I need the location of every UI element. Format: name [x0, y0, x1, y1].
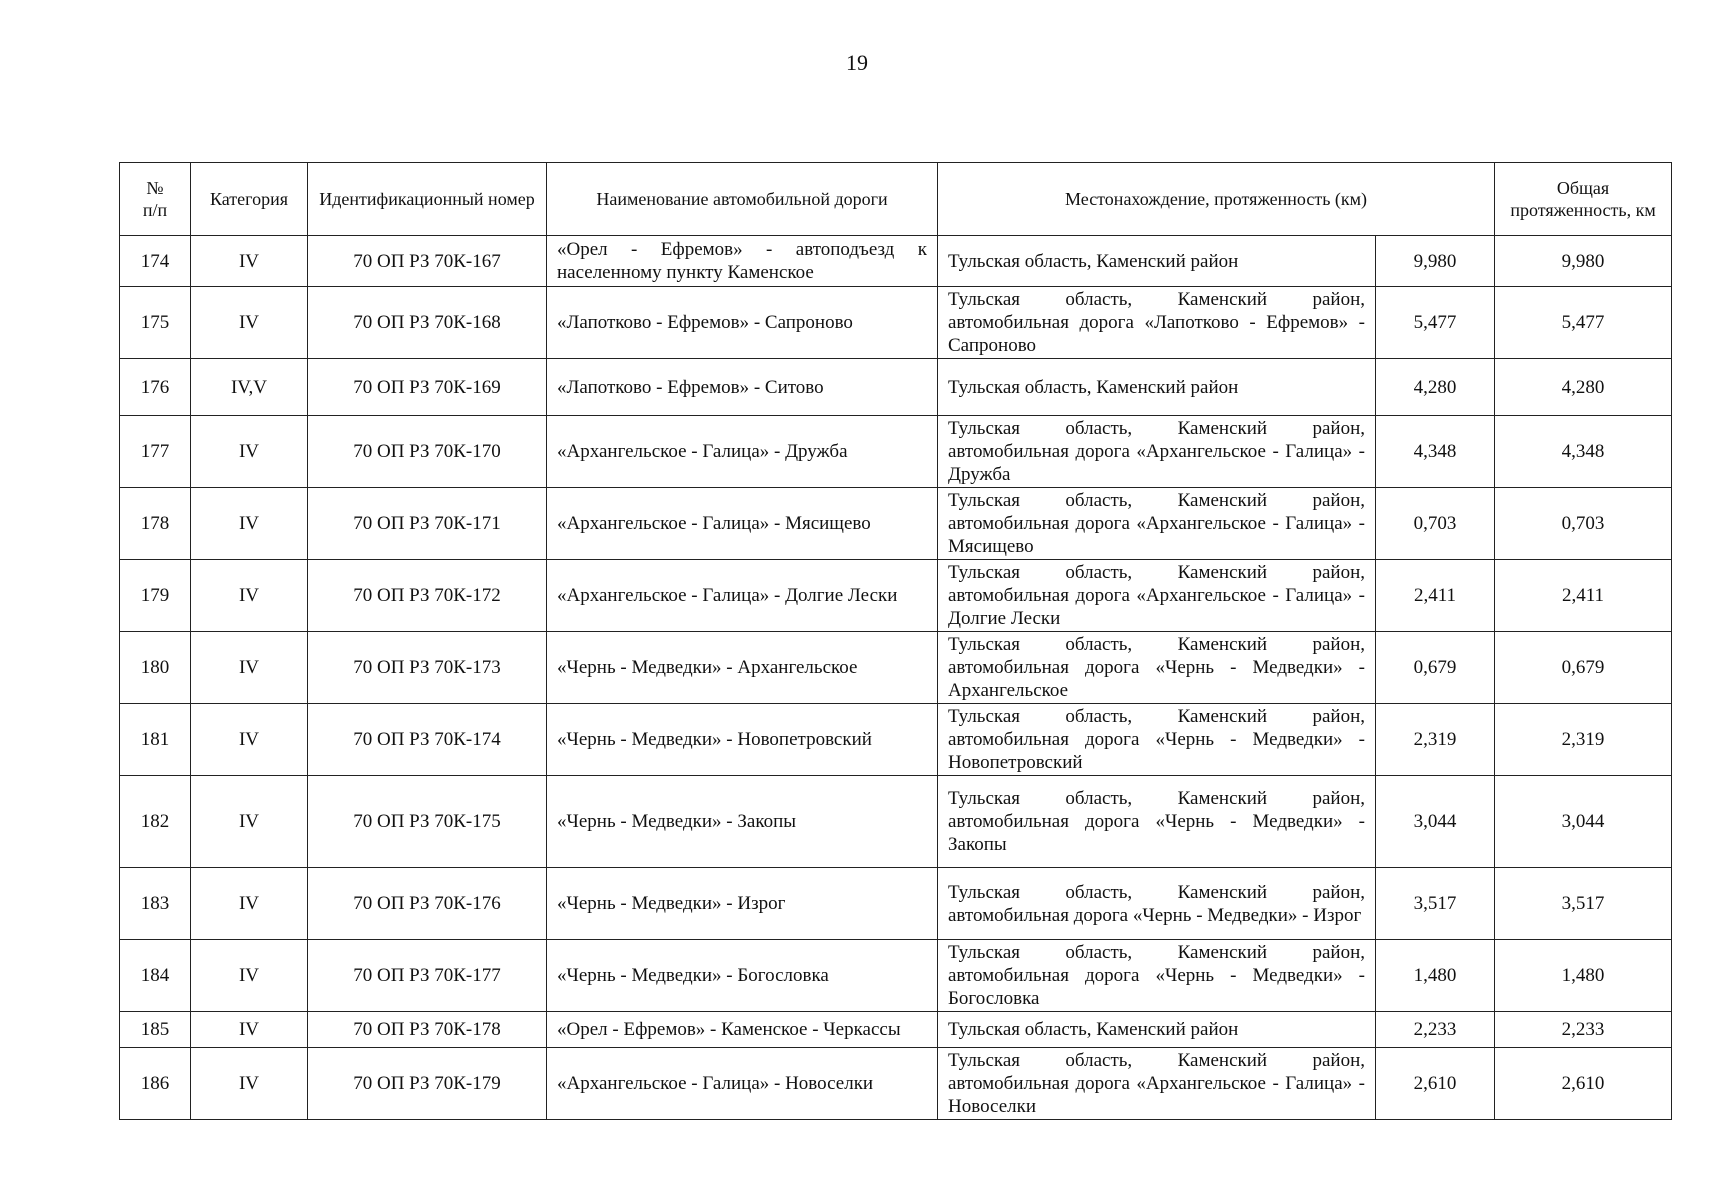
row-total-length: 3,517: [1495, 868, 1672, 940]
row-location: Тульская область, Каменский район, автомобильная дорога «Чернь - Медведки» - Богословка: [938, 940, 1376, 1012]
row-id-number: 70 ОП РЗ 70К-170: [308, 416, 547, 488]
row-road-name: «Архангельское - Галица» - Дружба: [547, 416, 938, 488]
row-category: IV: [191, 488, 308, 560]
table-row: [120, 287, 1672, 359]
row-location: Тульская область, Каменский район: [938, 1012, 1376, 1048]
row-number: 176: [120, 359, 191, 416]
row-number: 179: [120, 560, 191, 632]
row-length: 3,044: [1376, 776, 1495, 868]
header-row: [120, 163, 1672, 236]
row-id-number: 70 ОП РЗ 70К-175: [308, 776, 547, 868]
table-row: [120, 236, 1672, 287]
row-location: Тульская область, Каменский район, автомобильная дорога «Чернь - Медведки» - Изрог: [938, 868, 1376, 940]
row-length: 9,980: [1376, 236, 1495, 287]
row-number: 180: [120, 632, 191, 704]
row-total-length: 0,703: [1495, 488, 1672, 560]
row-id-number: 70 ОП РЗ 70К-169: [308, 359, 547, 416]
header-num: № п/п: [120, 163, 191, 236]
row-id-number: 70 ОП РЗ 70К-171: [308, 488, 547, 560]
row-category: IV: [191, 940, 308, 1012]
row-category: IV: [191, 287, 308, 359]
row-category: IV: [191, 236, 308, 287]
row-number: 178: [120, 488, 191, 560]
row-id-number: 70 ОП РЗ 70К-172: [308, 560, 547, 632]
row-id-number: 70 ОП РЗ 70К-176: [308, 868, 547, 940]
table-body: [120, 236, 1672, 1120]
row-category: IV: [191, 1012, 308, 1048]
row-location: Тульская область, Каменский район, автомобильная дорога «Архангельское - Галица» - Долгие Лески: [938, 560, 1376, 632]
row-id-number: 70 ОП РЗ 70К-178: [308, 1012, 547, 1048]
row-id-number: 70 ОП РЗ 70К-167: [308, 236, 547, 287]
row-total-length: 2,610: [1495, 1048, 1672, 1120]
row-id-number: 70 ОП РЗ 70К-177: [308, 940, 547, 1012]
row-road-name: «Лапотково - Ефремов» - Сапроново: [547, 287, 938, 359]
row-road-name: «Чернь - Медведки» - Изрог: [547, 868, 938, 940]
row-road-name: «Орел - Ефремов» - автоподъезд к населенному пункту Каменское: [547, 236, 938, 287]
row-length: 2,319: [1376, 704, 1495, 776]
table-row: [120, 776, 1672, 868]
row-total-length: 5,477: [1495, 287, 1672, 359]
row-total-length: 4,348: [1495, 416, 1672, 488]
table-row: [120, 1012, 1672, 1048]
row-location: Тульская область, Каменский район: [938, 359, 1376, 416]
row-number: 186: [120, 1048, 191, 1120]
row-road-name: «Орел - Ефремов» - Каменское - Черкассы: [547, 1012, 938, 1048]
row-number: 184: [120, 940, 191, 1012]
row-total-length: 2,319: [1495, 704, 1672, 776]
row-location: Тульская область, Каменский район, автомобильная дорога «Архангельское - Галица» - Новоселки: [938, 1048, 1376, 1120]
row-number: 174: [120, 236, 191, 287]
table-row: [120, 940, 1672, 1012]
row-length: 4,280: [1376, 359, 1495, 416]
row-category: IV: [191, 868, 308, 940]
row-category: IV: [191, 776, 308, 868]
table-row: [120, 632, 1672, 704]
row-road-name: «Чернь - Медведки» - Закопы: [547, 776, 938, 868]
row-category: IV: [191, 632, 308, 704]
header-location: Местонахождение, протяженность (км): [938, 163, 1495, 236]
row-category: IV: [191, 560, 308, 632]
row-length: 3,517: [1376, 868, 1495, 940]
row-category: IV: [191, 416, 308, 488]
row-total-length: 2,233: [1495, 1012, 1672, 1048]
table-row: [120, 1048, 1672, 1120]
row-number: 183: [120, 868, 191, 940]
header-name: Наименование автомобильной дороги: [547, 163, 938, 236]
row-location: Тульская область, Каменский район, автомобильная дорога «Лапотково - Ефремов» - Сапроново: [938, 287, 1376, 359]
row-number: 181: [120, 704, 191, 776]
table-row: [120, 416, 1672, 488]
row-location: Тульская область, Каменский район, автомобильная дорога «Чернь - Медведки» - Закопы: [938, 776, 1376, 868]
row-length: 2,610: [1376, 1048, 1495, 1120]
row-total-length: 4,280: [1495, 359, 1672, 416]
row-length: 0,703: [1376, 488, 1495, 560]
roads-table: [119, 162, 1672, 1120]
row-length: 2,233: [1376, 1012, 1495, 1048]
row-total-length: 2,411: [1495, 560, 1672, 632]
header-total: Общая протяженность, км: [1495, 163, 1672, 236]
row-location: Тульская область, Каменский район, автомобильная дорога «Чернь - Медведки» - Архангельское: [938, 632, 1376, 704]
row-road-name: «Архангельское - Галица» - Мясищево: [547, 488, 938, 560]
row-location: Тульская область, Каменский район: [938, 236, 1376, 287]
row-id-number: 70 ОП РЗ 70К-174: [308, 704, 547, 776]
header-category: Категория: [191, 163, 308, 236]
table-row: [120, 560, 1672, 632]
row-id-number: 70 ОП РЗ 70К-173: [308, 632, 547, 704]
row-total-length: 3,044: [1495, 776, 1672, 868]
row-total-length: 9,980: [1495, 236, 1672, 287]
row-length: 5,477: [1376, 287, 1495, 359]
table-row: [120, 488, 1672, 560]
table-row: [120, 868, 1672, 940]
row-total-length: 0,679: [1495, 632, 1672, 704]
row-number: 182: [120, 776, 191, 868]
row-road-name: «Лапотково - Ефремов» - Ситово: [547, 359, 938, 416]
page-number: 19: [846, 50, 868, 75]
row-category: IV: [191, 704, 308, 776]
row-number: 175: [120, 287, 191, 359]
row-road-name: «Архангельское - Галица» - Долгие Лески: [547, 560, 938, 632]
row-location: Тульская область, Каменский район, автомобильная дорога «Архангельское - Галица» - Дружба: [938, 416, 1376, 488]
row-road-name: «Чернь - Медведки» - Новопетровский: [547, 704, 938, 776]
row-length: 2,411: [1376, 560, 1495, 632]
row-length: 1,480: [1376, 940, 1495, 1012]
row-id-number: 70 ОП РЗ 70К-168: [308, 287, 547, 359]
row-road-name: «Чернь - Медведки» - Архангельское: [547, 632, 938, 704]
row-category: IV,V: [191, 359, 308, 416]
row-length: 4,348: [1376, 416, 1495, 488]
row-location: Тульская область, Каменский район, автомобильная дорога «Чернь - Медведки» - Новопетровский: [938, 704, 1376, 776]
table-row: [120, 359, 1672, 416]
row-number: 177: [120, 416, 191, 488]
row-road-name: «Чернь - Медведки» - Богословка: [547, 940, 938, 1012]
row-length: 0,679: [1376, 632, 1495, 704]
row-total-length: 1,480: [1495, 940, 1672, 1012]
row-road-name: «Архангельское - Галица» - Новоселки: [547, 1048, 938, 1120]
header-id: Идентификационный номер: [308, 163, 547, 236]
row-id-number: 70 ОП РЗ 70К-179: [308, 1048, 547, 1120]
table-row: [120, 704, 1672, 776]
row-category: IV: [191, 1048, 308, 1120]
row-location: Тульская область, Каменский район, автомобильная дорога «Архангельское - Галица» - Мясищево: [938, 488, 1376, 560]
row-number: 185: [120, 1012, 191, 1048]
